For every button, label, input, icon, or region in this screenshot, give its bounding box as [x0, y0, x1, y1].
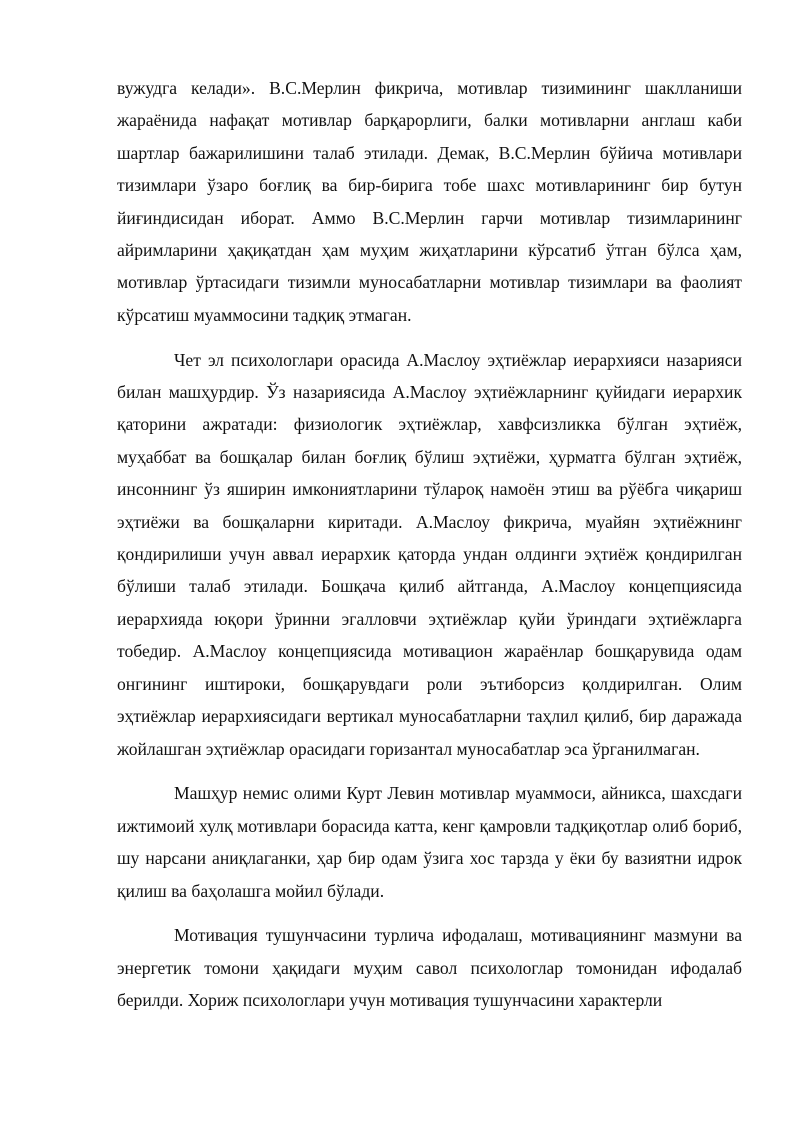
paragraph-spacer	[117, 765, 742, 777]
paragraph-maslow: Чет эл психологлари орасида А.Маслоу эҳтиёжлар иерархияси назарияси билан машҳурдир. Ўз назариясида А.Маслоу эҳтиёжларнинг қуйидаги иерархик қаторини ажратади: физиологик эҳтиёжлар, хавфсизликка бўлган эҳтиёж, муҳаббат ва бошқалар билан боғлиқ бўлиш эҳтиёжи, ҳурматга бўлган эҳтиёж, инсоннинг ўз яширин имкониятларини тўлароқ намоён этиш ва рўёбга чиқариш эҳтиёжи ва бошқаларни киритади. А.Маслоу фикрича, муайян эҳтиёжнинг қондирилиши учун аввал иерархик қаторда ундан олдинги эҳтиёж қондирилган бўлиши талаб этилади. Бошқача қилиб айтганда, А.Маслоу концепциясида иерархияда юқори ўринни эгалловчи эҳтиёжлар қуйи ўриндаги эҳтиёжларга тобедир. А.Маслоу концепциясида мотивацион жараёнлар бошқарувида одам онгининг иштироки, бошқарувдаги роли эътиборсиз қолдирилган. Олим эҳтиёжлар иерархиясидаги вертикал муносабатларни таҳлил қилиб, бир даражада жойлашган эҳтиёжлар орасидаги горизантал муносабатлар эса ўрганилмаган.	[117, 349, 742, 759]
document-page	[117, 72, 742, 1017]
paragraph-motivation-concept: Мотивация тушунчасини турлича ифодалаш, мотивациянинг мазмуни ва энергетик томони ҳақидаги муҳим савол психологлар томонидан ифодалаб берилди. Хориж психологлари учун мотивация тушунчасини характерли	[117, 925, 742, 1011]
paragraph-spacer	[117, 907, 742, 919]
paragraph-spacer	[117, 331, 742, 343]
paragraph-kurt-lewin: Машҳур немис олими Курт Левин мотивлар муаммоси, айникса, шахсдаги ижтимоий хулқ мотивлари борасида катта, кенг қамровли тадқиқотлар олиб бориб, шу нарсани аниқлаганки, ҳар бир одам ўзига хос тарзда у ёки бу вазиятни идрок қилиш ва баҳолашга мойил бўлади.	[117, 783, 742, 901]
paragraph-merlin-continuation: вужудга келади». В.С.Мерлин фикрича, мотивлар тизимининг шаклланиши жараёнида нафақат мотивлар барқарорлиги, балки мотивларни англаш каби шартлар бажарилишини талаб этилади. Демак, В.С.Мерлин бўйича мотивлари тизимлари ўзаро боғлиқ ва бир-бирига тобе шахс мотивларининг бир бутун йиғиндисидан иборат. Аммо В.С.Мерлин гарчи мотивлар тизимларининг айримларини ҳақиқатдан ҳам муҳим жиҳатларини кўрсатиб ўтган бўлса ҳам, мотивлар ўртасидаги тизимли муносабатларни мотивлар тизимлари ва фаолият кўрсатиш муаммосини тадқиқ этмаган.	[117, 78, 742, 325]
